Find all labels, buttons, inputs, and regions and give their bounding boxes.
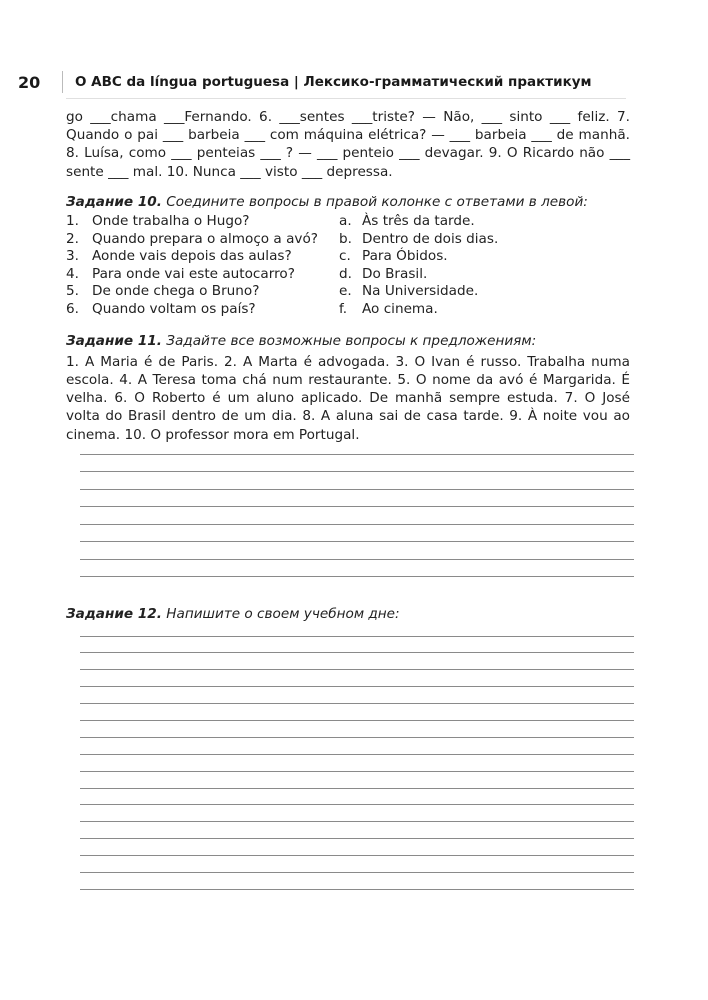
question-text: Quando voltam os país?: [92, 300, 256, 317]
header-divider: [62, 71, 63, 93]
task10-matching-table: [66, 213, 630, 319]
answer-letter: e.: [339, 283, 352, 300]
page-content: [66, 108, 630, 890]
answer-line[interactable]: [80, 652, 634, 653]
question-number: 3.: [66, 248, 79, 265]
task12-instruction: Напишите о своем учебном дне:: [166, 606, 400, 623]
task10-heading: [66, 193, 630, 211]
question-number: 4.: [66, 265, 79, 282]
task11-instruction: Задайте все возможные вопросы к предложениям:: [166, 332, 537, 349]
task11-heading: [66, 332, 630, 350]
answer-letter: a.: [339, 213, 352, 230]
answer-line[interactable]: [80, 788, 634, 789]
answer-line[interactable]: [80, 889, 634, 890]
question-text: De onde chega o Bruno?: [92, 283, 260, 300]
answer-line[interactable]: [80, 821, 634, 822]
answer-line[interactable]: [80, 636, 634, 637]
answer-line[interactable]: [80, 559, 634, 560]
question-text: Aonde vais depois das aulas?: [92, 248, 292, 265]
answer-text: Na Universidade.: [362, 283, 479, 300]
answer-text: Do Brasil.: [362, 265, 428, 282]
answer-letter: f.: [339, 300, 348, 317]
answer-line[interactable]: [80, 804, 634, 805]
answer-line[interactable]: [80, 576, 634, 577]
task12-number: Задание 12.: [66, 606, 162, 623]
answer-line[interactable]: [80, 541, 634, 542]
header-rule: [66, 98, 626, 99]
answer-text: Dentro de dois dias.: [362, 230, 499, 247]
page-header: [18, 70, 630, 94]
question-number: 5.: [66, 283, 79, 300]
page-number: 20: [18, 72, 41, 92]
task10-row: [66, 248, 630, 266]
answer-line[interactable]: [80, 720, 634, 721]
task10-row: [66, 301, 630, 319]
answer-line[interactable]: [80, 454, 634, 455]
answer-line[interactable]: [80, 669, 634, 670]
question-number: 2.: [66, 230, 79, 247]
task10-row: [66, 213, 630, 231]
task10-row: [66, 266, 630, 284]
answer-line[interactable]: [80, 872, 634, 873]
answer-line[interactable]: [80, 471, 634, 472]
running-title: O ABC da língua portuguesa | Лексико-грамматический практикум: [75, 74, 592, 90]
question-text: Quando prepara o almoço a avó?: [92, 230, 318, 247]
answer-text: Ao cinema.: [362, 300, 438, 317]
task12-heading: [66, 605, 630, 623]
answer-line[interactable]: [80, 489, 634, 490]
task11-number: Задание 11.: [66, 332, 162, 349]
answer-line[interactable]: [80, 855, 634, 856]
task10-row: [66, 231, 630, 249]
task9-continued-text: go ___chama ___Fernando. 6. ___sentes ___triste? — Não, ___ sinto ___ feliz. 7. Quando o pai ___ barbeia ___ com máquina elétrica? — ___ barbeia ___ de manhã. 8. Luísa, como ___ penteias ___ ? — ___ penteio ___ devagar. 9. O Ricardo não ___ sente ___ mal. 10. Nunca ___ visto ___ depressa.: [66, 109, 630, 180]
answer-line[interactable]: [80, 703, 634, 704]
task10-instruction: Соедините вопросы в правой колонке с ответами в левой:: [166, 193, 588, 210]
task10-row: [66, 283, 630, 301]
answer-line[interactable]: [80, 524, 634, 525]
answer-line[interactable]: [80, 686, 634, 687]
answer-letter: c.: [339, 248, 351, 265]
task12-answer-lines: [66, 636, 630, 890]
answer-line[interactable]: [80, 737, 634, 738]
task10-number: Задание 10.: [66, 193, 162, 210]
task11-sentences: 1. A Maria é de Paris. 2. A Marta é advogada. 3. O Ivan é russo. Trabalha numa escola. 4. A Teresa toma chá num restaurante. 5. O nome da avó é Margarida. É velha. 6. O Roberto é um aluno aplicado. De manhã sempre estuda. 7. O José volta do Brasil dentro de um dia. 8. A aluna sai de casa tarde. 9. À noite vou ao cinema. 10. O professor mora em Portugal.: [66, 353, 630, 443]
answer-line[interactable]: [80, 506, 634, 507]
answer-letter: d.: [339, 265, 352, 282]
answer-line[interactable]: [80, 838, 634, 839]
answer-line[interactable]: [80, 771, 634, 772]
question-text: Para onde vai este autocarro?: [92, 265, 295, 282]
answer-text: Para Óbidos.: [362, 248, 448, 265]
answer-line[interactable]: [80, 754, 634, 755]
task11-answer-lines: [66, 454, 630, 578]
answer-letter: b.: [339, 230, 352, 247]
answer-text: Às três da tarde.: [362, 213, 475, 230]
question-number: 1.: [66, 213, 79, 230]
question-text: Onde trabalha o Hugo?: [92, 213, 250, 230]
question-number: 6.: [66, 300, 79, 317]
